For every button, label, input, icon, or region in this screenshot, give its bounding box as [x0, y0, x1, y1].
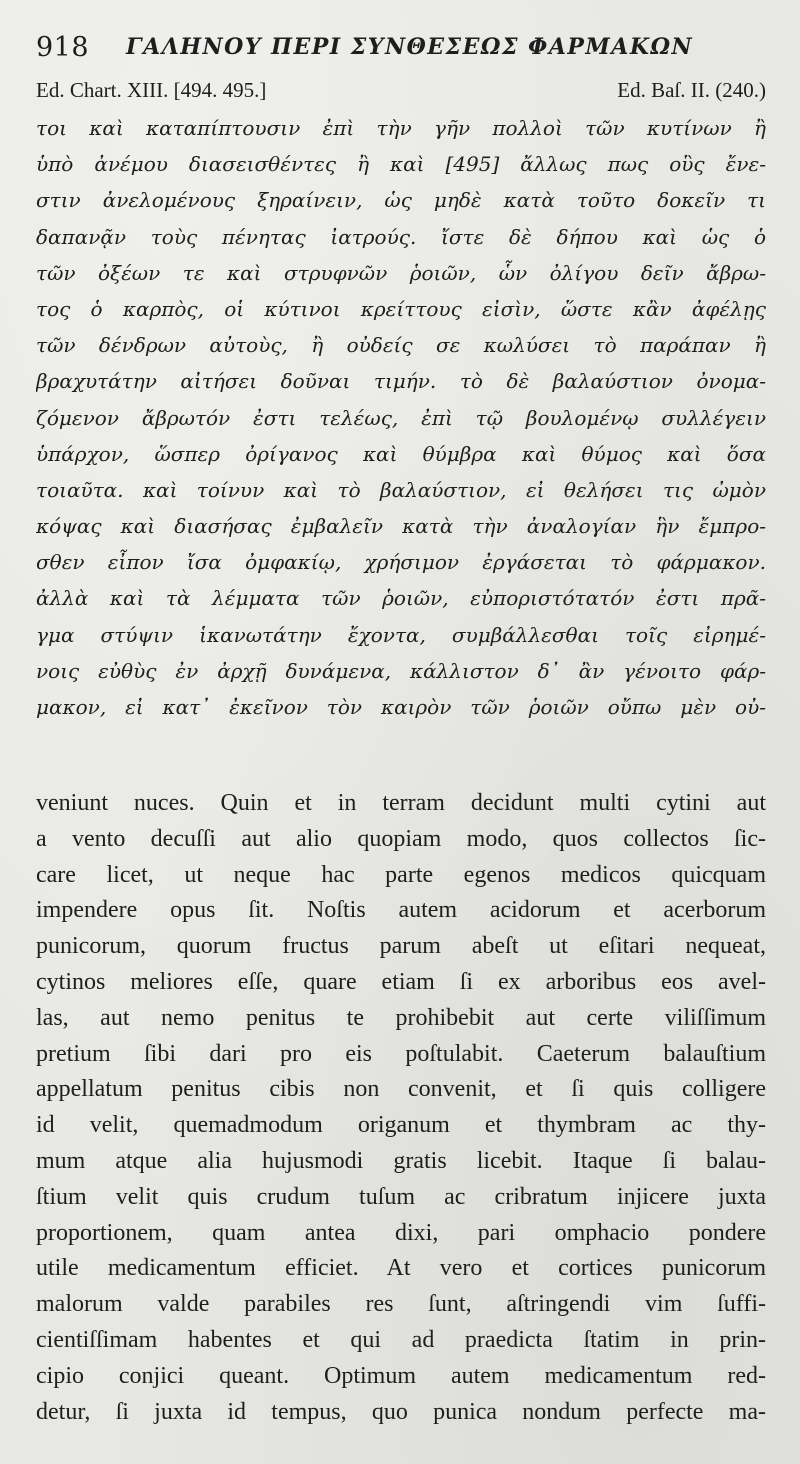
page-number: 918: [36, 32, 90, 63]
greek-line: κόψας καὶ διασήσας ἐμβαλεῖν κατὰ τὴν ἀναλογίαν ἣν ἔμπρο-: [36, 514, 766, 539]
greek-line: τος ὁ καρπὸς, οἱ κύτινοι κρείττους εἰσὶν, ὥστε κἂν ἀφέλῃς: [36, 296, 766, 321]
latin-line: mum atque alia hujusmodi gratis licebit. Itaque ſi balau-: [36, 1147, 766, 1174]
greek-line: βραχυτάτην αἰτήσει δοῦναι τιμήν. τὸ δὲ βαλαύστιον ὀνομα-: [36, 369, 766, 394]
latin-line: impendere opus ſit. Noſtis autem acidorum et acerborum: [36, 897, 766, 924]
latin-line: appellatum penitus cibis non convenit, et ſi quis colligere: [36, 1076, 766, 1103]
greek-line: τῶν ὀξέων τε καὶ στρυφνῶν ῥοιῶν, ὧν ὀλίγου δεῖν ἄβρω-: [36, 260, 766, 285]
latin-line: cipio conjici queant. Optimum autem medicamentum red-: [36, 1362, 766, 1389]
running-title: ΓΑΛΗΝΟΥ ΠΕΡΙ ΣΥΝΘΕΣΕΩΣ ΦΑΡΜΑΚΩΝ: [126, 34, 694, 60]
latin-line: id velit, quemadmodum origanum et thymbram ac thy-: [36, 1112, 766, 1139]
greek-line: δαπανᾷν τοὺς πένητας ἰατρούς. ἴστε δὲ δήπου καὶ ὡς ὁ: [36, 224, 766, 249]
latin-line: ſtium velit quis crudum tuſum ac cribratum injicere juxta: [36, 1183, 766, 1210]
greek-text-block: [36, 110, 766, 725]
latin-line: malorum valde parabiles res ſunt, aſtringendi vim ſuffi-: [36, 1291, 766, 1318]
latin-text-block: [36, 786, 766, 1430]
greek-line: τοιαῦτα. καὶ τοίνυν καὶ τὸ βαλαύστιον, εἰ θελήσει τις ὠμὸν: [36, 477, 766, 502]
latin-line: care licet, ut neque hac parte egenos medicos quicquam: [36, 861, 766, 888]
edition-basel-ref: Ed. Baſ. II. (240.): [617, 78, 766, 102]
greek-line: νοις εὐθὺς ἐν ἀρχῇ δυνάμενα, κάλλιστον δ᾿ ἂν γένοιτο φάρ-: [36, 658, 766, 683]
latin-line: pretium ſibi dari pro eis poſtulabit. Caeterum balauſtium: [36, 1040, 766, 1067]
greek-line: γμα στύψιν ἱκανωτάτην ἔχοντα, συμβάλλεσθαι τοῖς εἰρημέ-: [36, 622, 766, 647]
greek-line: ἀλλὰ καὶ τὰ λέμματα τῶν ῥοιῶν, εὐποριστότατόν ἐστι πρᾶ-: [36, 586, 766, 611]
page-header: [36, 30, 766, 66]
greek-line: ὑπὸ ἀνέμου διασεισθέντες ἢ καὶ [495] ἄλλως πως οὓς ἔνε-: [36, 152, 766, 177]
latin-line: las, aut nemo penitus te prohibebit aut certe viliſſimum: [36, 1004, 766, 1031]
latin-line: detur, ſi juxta id tempus, quo punica nondum perfecte ma-: [36, 1398, 766, 1425]
latin-line: cientiſſimam habentes et qui ad praedicta ſtatim in prin-: [36, 1326, 766, 1353]
greek-line: τῶν δένδρων αὐτοὺς, ἢ οὐδείς σε κωλύσει τὸ παράπαν ἢ: [36, 333, 766, 358]
latin-line: punicorum, quorum fructus parum abeſt ut eſitari nequeat,: [36, 933, 766, 960]
latin-line: a vento decuſſi aut alio quopiam modo, quos collectos ſic-: [36, 825, 766, 852]
latin-line: veniunt nuces. Quin et in terram decidunt multi cytini aut: [36, 790, 766, 816]
latin-line: utile medicamentum efficiet. At vero et cortices punicorum: [36, 1255, 766, 1282]
latin-line: proportionem, quam antea dixi, pari omphacio pondere: [36, 1219, 766, 1246]
edition-reference-line: [36, 78, 766, 106]
greek-line: ὑπάρχον, ὥσπερ ὀρίγανος καὶ θύμβρα καὶ θύμος καὶ ὅσα: [36, 441, 766, 466]
latin-line: cytinos meliores eſſe, quare etiam ſi ex arboribus eos avel-: [36, 968, 766, 995]
greek-line: στιν ἀνελομένους ξηραίνειν, ὡς μηδὲ κατὰ τοῦτο δοκεῖν τι: [36, 188, 766, 213]
edition-chartier-ref: Ed. Chart. XIII. [494. 495.]: [36, 78, 267, 102]
greek-line: μακον, εἰ κατ᾿ ἐκεῖνον τὸν καιρὸν τῶν ῥοιῶν οὔπω μὲν οὐ-: [36, 695, 766, 719]
greek-line: τοι καὶ καταπίπτουσιν ἐπὶ τὴν γῆν πολλοὶ τῶν κυτίνων ἢ: [36, 116, 766, 140]
greek-line: ζόμενον ἄβρωτόν ἐστι τελέως, ἐπὶ τῷ βουλομένῳ συλλέγειν: [36, 405, 766, 430]
greek-line: σθεν εἶπον ἴσα ὀμφακίῳ, χρήσιμον ἐργάσεται τὸ φάρμακον.: [36, 550, 766, 575]
